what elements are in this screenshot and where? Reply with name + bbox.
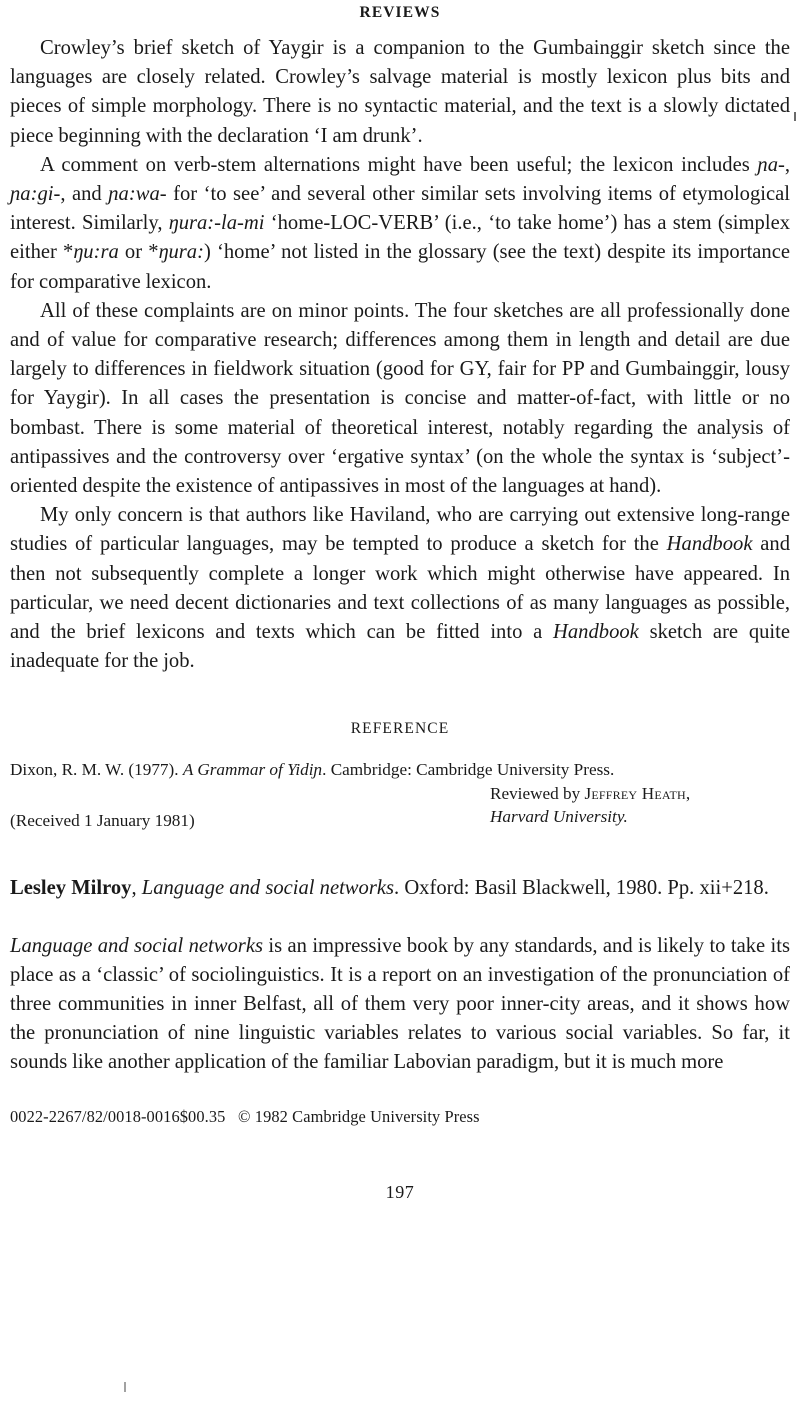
- para4-part2: and then not subsequently complete a longer work which might otherwise have appeared. In particular, we need decent dictionaries and text collections of as many languages as possible, and the brief lexicons and texts which can be fitted into a: [10, 533, 791, 644]
- para2-part5: ‘home-LOC-VERB’ (i.e., ‘to take home’) has a stem (simplex either *: [10, 212, 791, 264]
- copyright-text: 1982 Cambridge University Press: [254, 1106, 480, 1126]
- opening-rest: is an impressive book by any standards, and is likely to take its place as a ‘classic’ of sociolinguistics. It is a report on an investigation of the pronunciation of three communities in inner Belfast, all of them very poor inner-city areas, and it shows how the pronunciation of nine linguistic variables relates to various social variables. So far, it sounds like another application of the familiar Labovian paradigm, but it is much more: [10, 934, 790, 1074]
- next-review-citation: [10, 874, 790, 903]
- handbook-title-2: Handbook: [553, 621, 639, 644]
- para2-part6: or *: [118, 241, 159, 264]
- reviewer-name: Jeffrey Heath: [584, 784, 686, 804]
- page-number: 197: [385, 1181, 415, 1202]
- form-nya: ɲa-: [757, 153, 785, 176]
- spacer-before-folio: [10, 1128, 790, 1180]
- handbook-title-1: Handbook: [666, 533, 753, 556]
- issn-code: 0022-2267/82/0018-0016$00.35: [10, 1106, 226, 1126]
- reference-author-year: Dixon, R. M. W. (1977).: [10, 760, 183, 780]
- reviewer-suffix: ,: [685, 784, 691, 804]
- reference-entry-dixon: [10, 758, 790, 782]
- para4-part3: sketch are quite inadequate for the job.: [10, 621, 790, 673]
- para2-part1: A comment on verb-stem alternations might have been useful; the lexicon includes: [40, 153, 758, 176]
- form-nyawa: ɲa:wa-: [108, 183, 167, 206]
- paragraph-verb-stem-alternations: [10, 151, 790, 297]
- para2-part7: ) ‘home’ not listed in the glossary (see the text) despite its importance for comparative lexicon.: [10, 241, 791, 293]
- reference-publication: . Cambridge: Cambridge University Press.: [322, 760, 615, 780]
- copyright-icon: ©: [238, 1106, 251, 1126]
- spacer-before-footer: [10, 1078, 790, 1106]
- paragraph-milroy-opening: [10, 932, 790, 1078]
- running-head: REVIEWS: [359, 4, 441, 21]
- signature-block: [10, 782, 790, 840]
- para4-part1: My only concern is that authors like Haviland, who are carrying out extensive long-range studies of particular languages, may be tempted to produce a sketch for the: [10, 504, 790, 556]
- spacer-before-opening-paragraph: [10, 904, 790, 932]
- next-review-author-suffix: ,: [131, 877, 142, 900]
- reviewed-by-prefix: Reviewed by: [490, 784, 585, 804]
- spacer-before-reference: [10, 676, 790, 720]
- reviewer-credit: [490, 782, 790, 828]
- next-review-title: Language and social networks: [141, 877, 395, 900]
- opening-italic-title: Language and social networks: [10, 934, 263, 957]
- reviewer-affiliation: [490, 805, 790, 828]
- para2-part4: for ‘to see’ and several other similar sets involving items of etymological interest. Similarly,: [10, 183, 790, 235]
- reviewer-line: [490, 782, 790, 805]
- scan-edge-mark: [794, 112, 796, 121]
- form-nyagi: ɲa:gi-: [10, 183, 61, 206]
- text-column: [10, 0, 790, 1204]
- next-review-author: Lesley Milroy: [10, 877, 132, 900]
- paragraph-my-only-concern: [10, 501, 790, 676]
- paragraph-crowley-sketch: Crowley’s brief sketch of Yaygir is a companion to the Gumbainggir sketch since the languages are closely related. Crowley’s salvage material is mostly lexicon plus bits and pieces of simple morphology. There is no syntactic material, and the text is a slowly dictated piece beginning with the declaration ‘I am drunk’.: [10, 37, 790, 147]
- para2-part3: , and: [60, 183, 109, 206]
- spacer-after-reference-heading: [10, 738, 790, 758]
- scan-bottom-mark: [124, 1382, 126, 1392]
- spacer-before-next-review: [10, 840, 790, 874]
- received-date: (Received 1 January 1981): [10, 811, 195, 831]
- reference-title: A Grammar of Yidiɲ: [182, 760, 323, 780]
- affiliation-text: Harvard University.: [490, 807, 628, 827]
- form-ngura-long: ŋura:: [158, 241, 204, 264]
- reference-heading: REFERENCE: [350, 720, 450, 738]
- form-ngura-la-mi: ŋura:-la-mi: [168, 212, 265, 235]
- next-review-publication: . Oxford: Basil Blackwell, 1980. Pp. xii+218.: [394, 877, 769, 900]
- form-ngu-ra: ŋu:ra: [73, 241, 119, 264]
- footer-issn-copyright: [10, 1106, 790, 1128]
- para2-part2: ,: [784, 153, 790, 176]
- paragraph-complaints-minor-points: All of these complaints are on minor points. The four sketches are all professionally done and of value for comparative research; differences among them in length and detail are due largely to differences in fieldwork situation (good for GY, fair for PP and Gumbainggir, lousy for Yaygir). In all cases the presentation is concise and matter-of-fact, with little or no bombast. There is some material of theoretical interest, notably regarding the analysis of antipassives and the controversy over ‘ergative syntax’ (on the whole the syntax is ‘subject’-oriented despite the existence of antipassives in most of the languages at hand).: [10, 299, 790, 498]
